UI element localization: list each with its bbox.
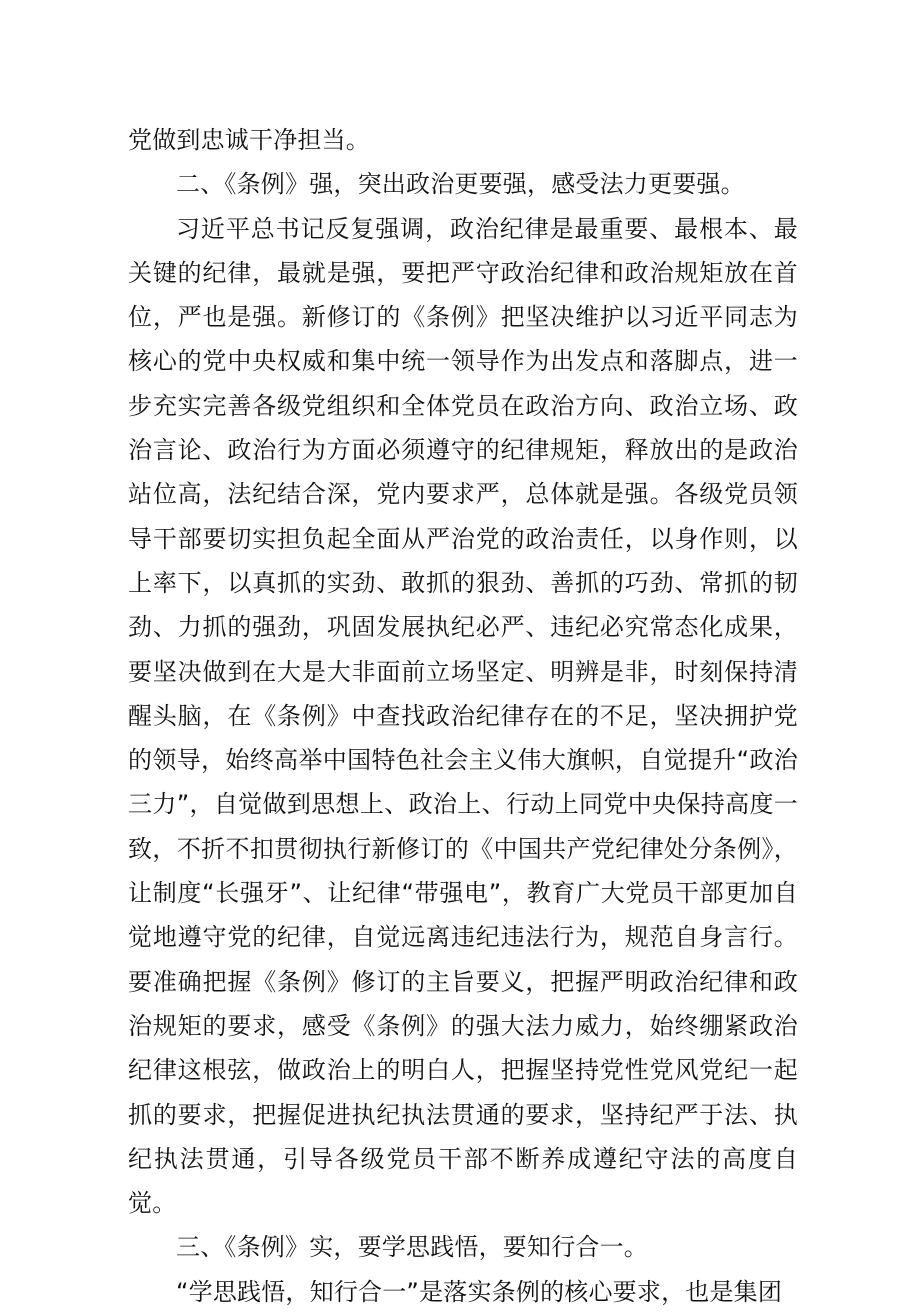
document-body — [128, 118, 798, 1314]
body-paragraph: 习近平总书记反复强调，政治纪律是最重要、最根本、最关键的纪律，最就是强，要把严守政治纪律和政治规矩放在首位，严也是强。新修订的《条例》把坚决维护以习近平同志为核心的党中央权威和集中统一领导作为出发点和落脚点，进一步充实完善各级党组织和全体党员在政治方向、政治立场、政治言论、政治行为方面必须遵守的纪律规矩，释放出的是政治站位高，法纪结合深，党内要求严，总体就是强。各级党员领导干部要切实担负起全面从严治党的政治责任，以身作则，以上率下，以真抓的实劲、敢抓的狠劲、善抓的巧劲、常抓的韧劲、力抓的强劲，巩固发展执纪必严、违纪必究常态化成果，要坚决做到在大是大非面前立场坚定、明辨是非，时刻保持清醒头脑，在《条例》中查找政治纪律存在的不足，坚决拥护党的领导，始终高举中国特色社会主义伟大旗帜，自觉提升“政治三力”，自觉做到思想上、政治上、行动上同党中央保持高度一致，不折不扣贯彻执行新修订的《中国共产党纪律处分条例》，让制度“长强牙”、让纪律“带强电”，教育广大党员干部更加自觉地遵守党的纪律，自觉远离违纪违法行为，规范自身言行。要准确把握《条例》修订的主旨要义，把握严明政治纪律和政治规矩的要求，感受《条例》的强大法力威力，始终绷紧政治纪律这根弦，做政治上的明白人，把握坚持党性党风党纪一起抓的要求，把握促进执纪执法贯通的要求，坚持纪严于法、执纪执法贯通，引导各级党员干部不断养成遵纪守法的高度自觉。 — [128, 214, 798, 1218]
paragraph-continuation: 党做到忠诚干净担当。 — [128, 126, 370, 154]
body-paragraph-start: “学思践悟，知行合一”是落实条例的核心要求，也是集团 — [176, 1277, 783, 1306]
section-heading-3: 三、《条例》实，要学思践悟，要知行合一。 — [176, 1233, 648, 1262]
section-heading-2: 二、《条例》强，突出政治更要强，感受法力更要强。 — [176, 170, 745, 199]
